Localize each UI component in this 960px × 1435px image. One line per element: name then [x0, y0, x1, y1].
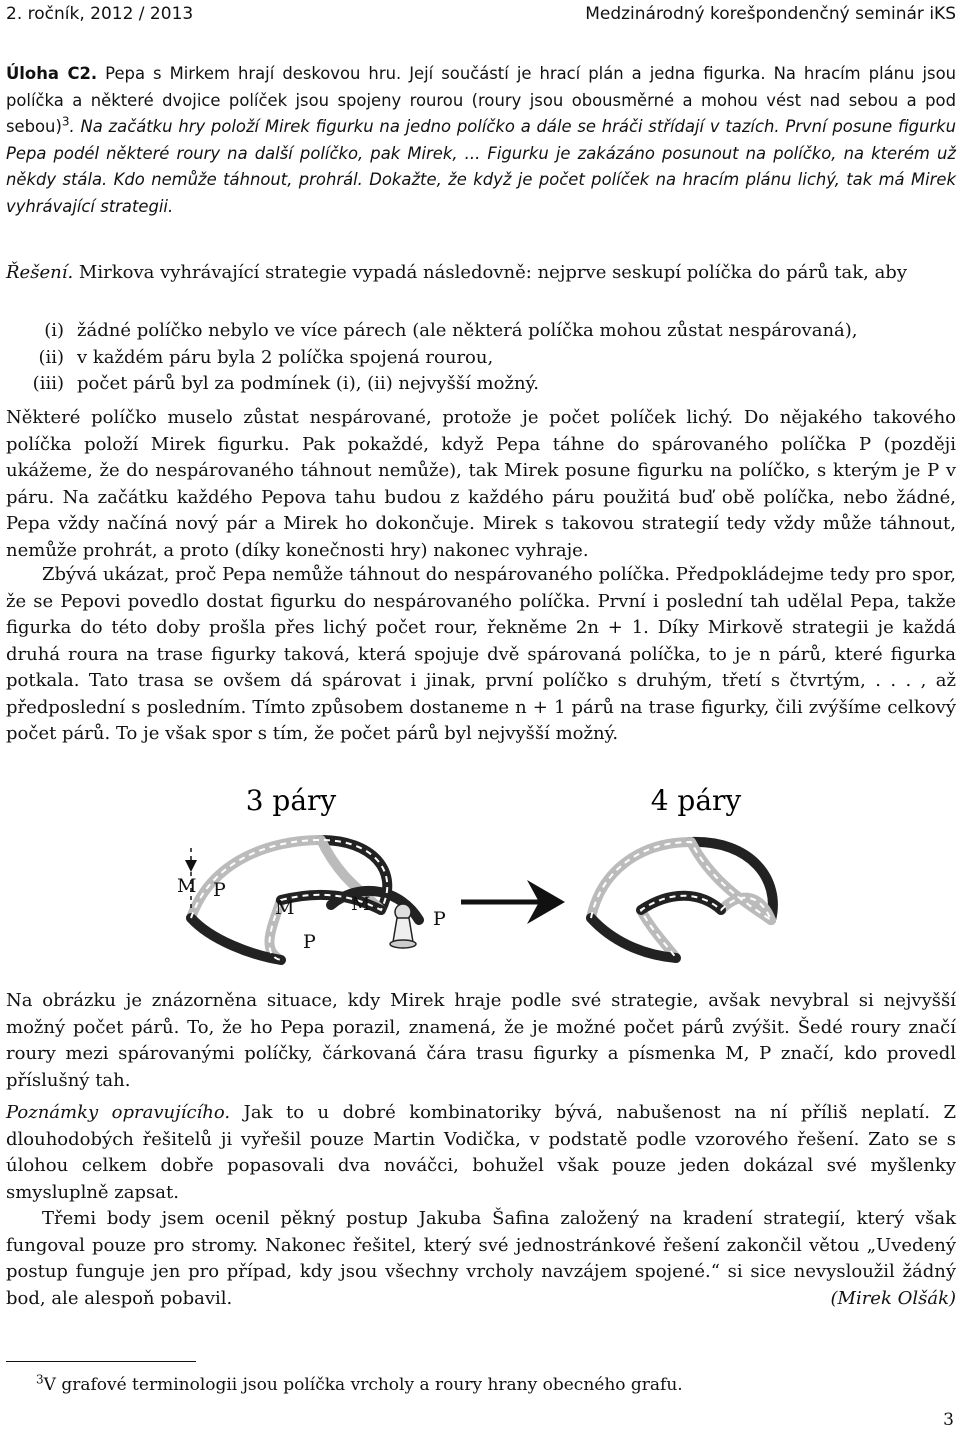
- problem-text-a: Pepa s Mirkem hrají deskovou hru. Její součástí je hrací plán a jedna figurka. Na hracím plánu jsou políčka a některé dvojice políček jsou spojeny rourou (roury jsou obousměrné a mohou vést nad sebou a pod sebou): [6, 64, 956, 136]
- footnote-number: 3: [36, 1372, 44, 1387]
- problem-text-b: . Na začátku hry položí Mirek figurku na jedno políčko a dále se hráči střídají v tazích. První posune figurku Pepa podél některé roury na další políčko, pak Mirek, ... Figurku je zakázáno posunout na políčko, na kterém už někdy stála. Kdo nemůže táhnout, prohrál. Dokažte, že když je počet políček na hracím plánu lichý, tak má Mirek vyhrávající strategii.: [6, 117, 956, 216]
- footnote: [36, 1373, 683, 1397]
- footnote-text: V grafové terminologii jsou políčka vrcholy a roury hrany obecného grafu.: [43, 1375, 683, 1395]
- pairing-figure: [171, 780, 791, 975]
- running-header: [6, 4, 956, 28]
- notes-text-2: Třemi body jsem ocenil pěkný postup Jakuba Šafina založený na kradení strategií, který však fungoval pouze pro stromy. Nakonec řešitel, který své jednostránkové řešení zakončil větou „Uvedený postup funguje jen pro případ, kdy jsou všechny vrcholy navzájem spojené.“ si sice nevysloužil žádný bod, ale alespoň pobavil.: [6, 1208, 956, 1309]
- solution-paragraph-1: Některé políčko muselo zůstat nespárované, protože je počet políček lichý. Do nějakého takového políčka položí Mirek figurku. Pak pokaždé, když Pepa táhne do spárovaného políčka P (později ukážeme, že do nespárovaného táhnout nemůže), tak Mirek posune figurku na políčko, s kterým je P v páru. Na začátku každého Pepova tahu budou z každého páru použitá buď obě políčka, nebo žádné, Pepa vždy načíná nový pár a Mirek ho dokončuje. Mirek s takovou strategií tedy vždy může táhnout, nemůže prohrát, a proto (díky konečnosti hry) nakonec vyhraje.: [6, 407, 956, 561]
- solution-label: Řešení.: [6, 262, 74, 283]
- paired-pipe: [191, 840, 321, 918]
- condition-item: (i) žádné políčko nebylo ve více párech (ale některá políčka mohou zůstat nespárovaná),: [44, 320, 858, 341]
- figure-caption: Na obrázku je znázorněna situace, kdy Mirek hraje podle své strategie, avšak nevybral si nejvyšší možný počet párů. To, že ho Pepa porazil, znamená, že je možné počet párů zvýšit. Šedé roury značí roury mezi spárovanými políčky, čárkovaná čára trasu figurky a písmenka M, P značí, kdo provedl příslušný tah.: [6, 990, 956, 1091]
- svg-text:P: P: [433, 908, 446, 930]
- grader-notes-1: [6, 1100, 956, 1206]
- header-seminar: Medzinárodný korešpondenčný seminár iKS: [585, 4, 956, 24]
- page-number: 3: [943, 1410, 954, 1430]
- condition-item: (iii) počet párů byl za podmínek (i), (ii) nejvyšší možný.: [32, 373, 540, 394]
- condition-item: (ii) v každém páru byla 2 políčka spojená rourou,: [38, 346, 494, 368]
- right-graph: [591, 842, 773, 958]
- start-arrow-icon: [185, 860, 197, 872]
- figure-title-left: 3 páry: [245, 784, 337, 817]
- svg-text:M: M: [177, 875, 197, 897]
- problem-label: Úloha C2.: [6, 64, 98, 83]
- conditions-list: [6, 318, 956, 398]
- notes-text-1: Jak to u dobré kombinatoriky bývá, nabušenost na ní příliš neplatí. Z dlouhodobých řešitelů ji vyřešil pouze Martin Vodička, v podstatě podle vzorového řešení. Zato se s úlohou celkem dobře popasovali dva nováčci, bohužel však pouze jeden dokázal své myšlenky smysluplně zapsat.: [6, 1102, 956, 1203]
- figure-title-right: 4 páry: [650, 784, 742, 817]
- svg-text:P: P: [213, 879, 226, 901]
- svg-text:P: P: [303, 931, 316, 953]
- svg-text:M: M: [351, 893, 371, 915]
- header-volume: 2. ročník, 2012 / 2013: [6, 4, 194, 24]
- author-signature: (Mirek Olšák): [830, 1287, 956, 1309]
- grader-notes-2: [6, 1206, 956, 1312]
- footnote-rule: [6, 1361, 196, 1362]
- problem-statement: [6, 61, 956, 220]
- footnote-mark: 3: [61, 114, 70, 129]
- notes-label: Poznámky opravujícího.: [6, 1102, 231, 1123]
- solution-paragraph-2: Zbývá ukázat, proč Pepa nemůže táhnout do nespárovaného políčka. Předpokládejme tedy pro spor, že se Pepovi povedlo dostat figurku do nespárovaného políčka. První i poslední tah udělal Pepa, takže figurka do této doby prošla přes lichý počet rour, řekněme 2n + 1. Díky Mirkově strategii je každá druhá roura na trase figurky taková, která spojuje dvě spárovaná políčka, to je n párů, které figurka potkala. Tato trasa se ovšem dá spárovat i jinak, první políčko s druhým, třetí s čtvrtým, . . . , až předposlední s posledním. Tímto způsobem dostaneme n + 1 párů na trase figurky, čili zvýšíme celkový počet párů. To je však spor s tím, že počet párů byl nejvyšší možný.: [6, 564, 956, 744]
- solution-intro: [6, 260, 956, 287]
- svg-text:M: M: [275, 897, 295, 919]
- solution-intro-text: Mirkova vyhrávající strategie vypadá následovně: nejprve seskupí políčka do párů tak, aby: [78, 262, 908, 283]
